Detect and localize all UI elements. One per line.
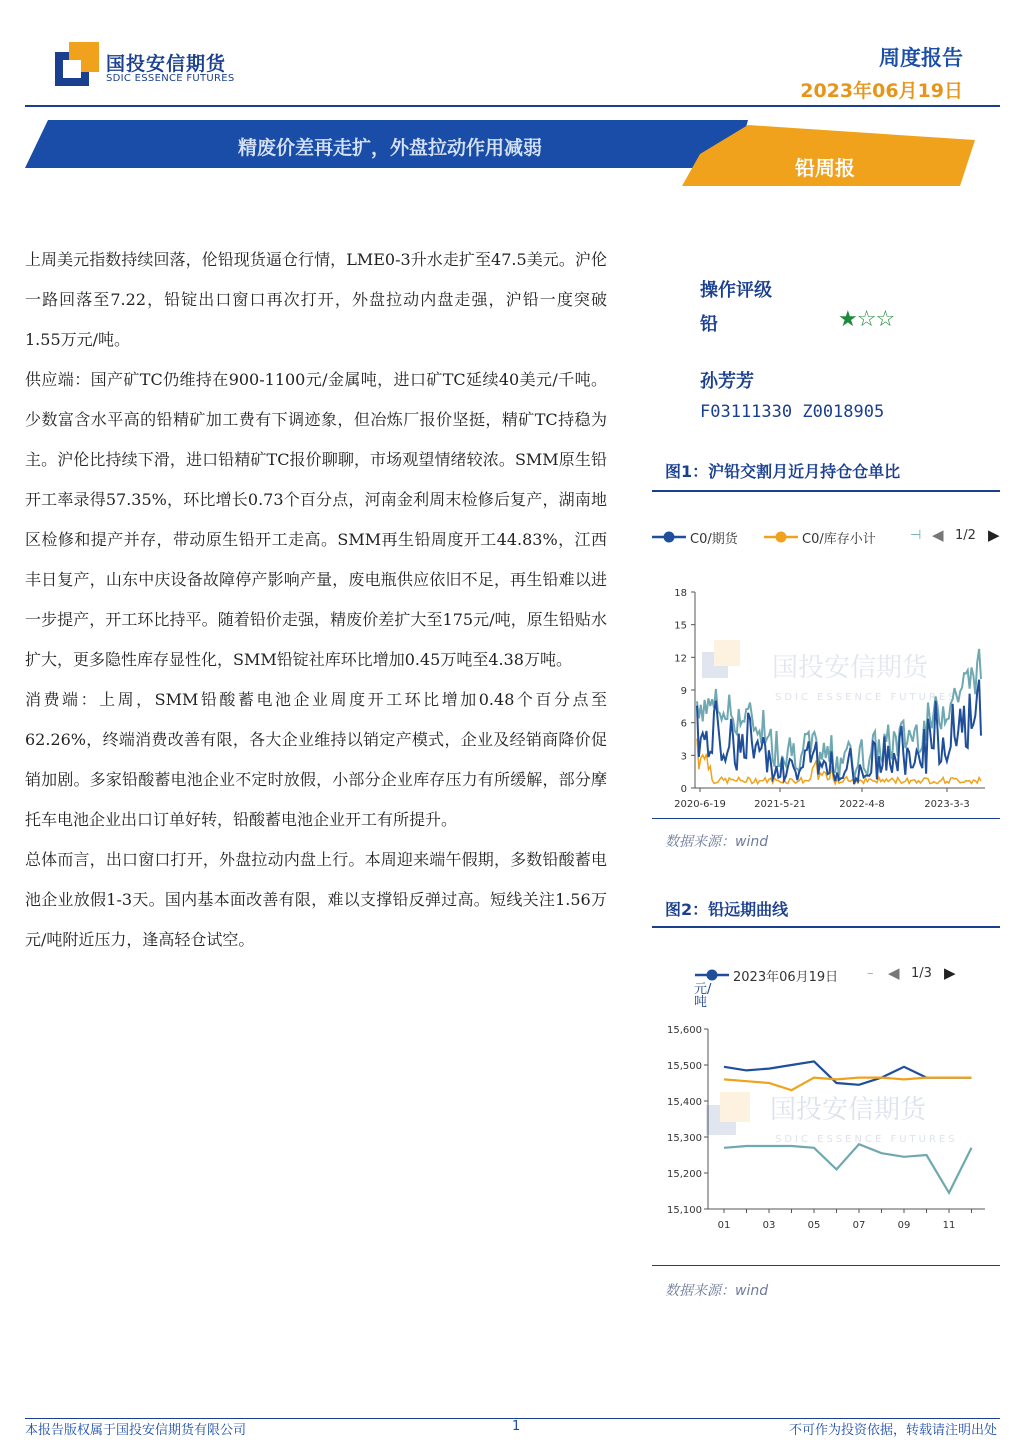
rating-stars: ★☆☆ [838, 307, 895, 332]
figure1-source: 数据来源：wind [665, 834, 769, 850]
watermark [702, 640, 740, 678]
x-tick-label: 2021-5-21 [754, 799, 806, 810]
figure2-top-rule [652, 926, 1000, 928]
series-line-curve-teal [724, 1144, 972, 1193]
report-headline: 精废价差再走扩，外盘拉动作用减弱 [237, 137, 542, 159]
y-tick-label: 15,100 [667, 1205, 702, 1216]
legend-more-series-icon: – [867, 966, 874, 981]
y-tick-label: 12 [674, 653, 687, 665]
y-tick-label: 9 [680, 686, 687, 697]
legend-series-futures[interactable]: C0/期货 [690, 532, 738, 547]
figure1-chart [660, 580, 1000, 815]
paragraph-market: 上周美元指数持续回落，伦铅现货逼仓行情，LME0-3升水走扩至47.5美元。沪伦一路回落至7.22，铅锭出口窗口再次打开，外盘拉动内盘走强，沪铅一度突破1.55万元/吨。 [25, 250, 607, 349]
y-tick-label: 3 [680, 751, 687, 763]
legend-marker-stock-icon [764, 530, 798, 544]
legend-series-stock[interactable]: C0/库存小计 [802, 532, 876, 547]
report-body [25, 240, 607, 960]
paragraph-summary: 总体而言，出口窗口打开，外盘拉动内盘上行。本周迎来端午假期，多数铅酸蓄电池企业放假1-3天。国内基本面改善有限，难以支撑铅反弹过高。短线关注1.56万元/吨附近压力，逢高轻仓试空。 [25, 850, 607, 949]
rating-label: 操作评级 [700, 280, 772, 301]
x-tick-label: 05 [807, 1220, 821, 1231]
figure2-bottom-rule [652, 1265, 1000, 1266]
x-tick-label: 2020-6-19 [674, 799, 726, 810]
x-tick-label: 2022-4-8 [839, 799, 885, 810]
legend-next-page-icon[interactable]: ▶ [988, 526, 1000, 544]
legend-marker-curve-icon [695, 968, 729, 982]
figure1-legend [652, 528, 1002, 548]
x-tick-label: 01 [717, 1220, 731, 1231]
y-tick-label: 15,300 [667, 1133, 702, 1144]
legend-page-indicator: 1/2 [955, 528, 976, 543]
logo-company-english: SDIC ESSENCE FUTURES [106, 73, 235, 84]
figure2-y-unit: 元/吨 [694, 982, 712, 1010]
y-tick-label: 15,600 [667, 1025, 702, 1036]
watermark [706, 1092, 750, 1135]
y-tick-label: 15,500 [667, 1061, 702, 1072]
analyst-license-ids: F03111330 Z0018905 [700, 402, 885, 422]
x-tick-label: 03 [762, 1220, 776, 1231]
figure2-title: 图2：铅远期曲线 [665, 900, 789, 919]
watermark-en: SDIC ESSENCE FUTURES [775, 692, 958, 703]
x-tick-label: 11 [942, 1220, 956, 1231]
figure1-top-rule [652, 490, 1000, 492]
header-divider [25, 105, 1000, 107]
company-logo-mark [55, 42, 99, 86]
y-tick-label: 0 [680, 784, 687, 795]
legend-page-indicator: 1/3 [911, 966, 932, 981]
report-date: 2023年06月19日 [800, 80, 963, 102]
x-tick-label: 2023-3-3 [924, 799, 970, 810]
figure2-source: 数据来源：wind [665, 1283, 769, 1299]
watermark-cn: 国投安信期货 [772, 653, 929, 683]
legend-prev-page-icon[interactable]: ◀ [888, 964, 900, 982]
report-category-tag: 铅周报 [795, 156, 855, 180]
figure1-bottom-rule [652, 818, 1000, 819]
footer-disclaimer: 不可作为投资依据，转载请注明出处 [788, 1423, 997, 1438]
rating-metal: 铅 [700, 314, 718, 335]
analyst-name: 孙芳芳 [700, 371, 754, 392]
y-tick-label: 15 [674, 620, 687, 632]
footer-copyright: 本报告版权属于国投安信期货有限公司 [25, 1423, 247, 1438]
figure2-chart [660, 1015, 1000, 1240]
y-tick-label: 18 [674, 588, 687, 599]
y-tick-label: 15,200 [667, 1169, 702, 1180]
report-type: 周度报告 [879, 46, 963, 70]
figure1-title: 图1：沪铅交割月近月持仓仓单比 [665, 462, 901, 481]
y-tick-label: 15,400 [667, 1097, 702, 1108]
legend-marker-futures-icon [652, 530, 686, 544]
legend-more-series-icon: ⊣ [910, 528, 922, 543]
paragraph-demand: 消费端：上周，SMM铅酸蓄电池企业周度开工环比增加0.48个百分点至62.26%，终端消费改善有限，各大企业维持以销定产模式，企业及经销商降价促销加剧。多家铅酸蓄电池企业不定时放假，小部分企业库存压力有所缓解，部分摩托车电池企业出口订单好转，铅酸蓄电池企业开工有所提升。 [25, 690, 607, 829]
x-tick-label: 07 [852, 1220, 866, 1231]
watermark-cn: 国投安信期货 [770, 1095, 927, 1125]
legend-series-curve-date[interactable]: 2023年06月19日 [733, 970, 839, 985]
y-tick-label: 6 [680, 718, 687, 730]
footer-page-number: 1 [512, 1419, 521, 1434]
paragraph-supply: 供应端：国产矿TC仍维持在900-1100元/金属吨，进口矿TC延续40美元/千吨。少数富含水平高的铅精矿加工费有下调迹象，但冶炼厂报价坚挺，精矿TC持稳为主。沪伦比持续下滑，进口铅精矿TC报价聊聊，市场观望情绪较浓。SMM原生铅开工率录得57.35%，环比增长0.73个百分点，河南金利周末检修后复产，湖南地区检修和提产并存，带动原生铅开工走高。SMM再生铅周度开工44.83%，江西丰日复产，山东中庆设备故障停产影响产量，废电瓶供应依旧不足，再生铅难以进一步提产，开工环比持平。随着铅价走强，精废价差扩大至175元/吨，原生铅贴水扩大，更多隐性库存显性化，SMM铅锭社库环比增加0.45万吨至4.38万吨。 [25, 370, 607, 669]
figure2-legend [695, 966, 995, 986]
logo-company-name: 国投安信期货 [106, 53, 227, 75]
x-tick-label: 09 [897, 1220, 911, 1231]
watermark-en: SDIC ESSENCE FUTURES [775, 1134, 958, 1145]
legend-next-page-icon[interactable]: ▶ [944, 964, 956, 982]
legend-prev-page-icon[interactable]: ◀ [932, 526, 944, 544]
